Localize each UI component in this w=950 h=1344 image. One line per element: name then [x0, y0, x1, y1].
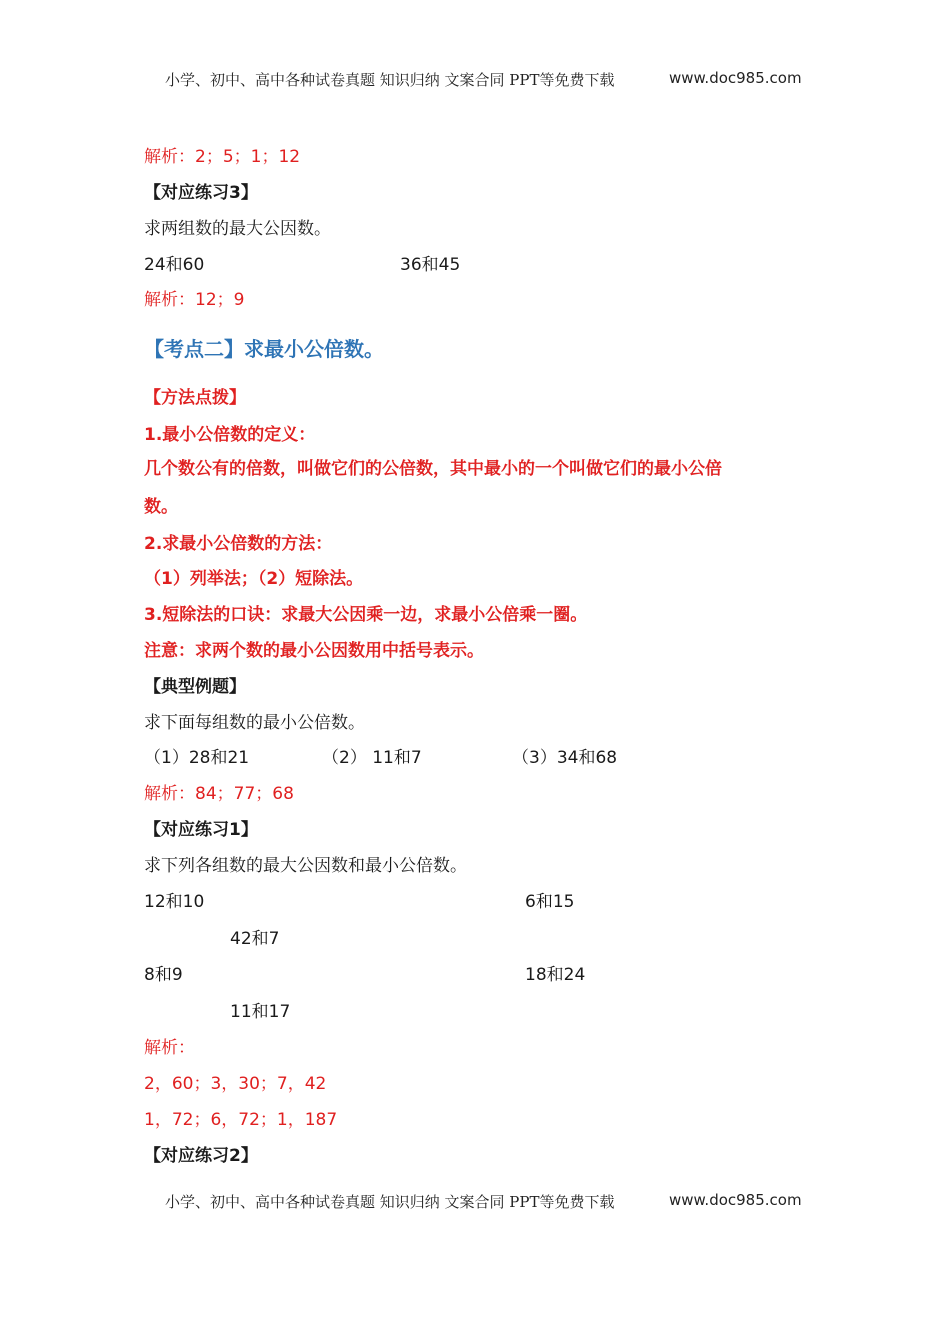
footer-url[interactable]: www.doc985.com	[669, 1191, 802, 1209]
header-url[interactable]: www.doc985.com	[669, 69, 802, 87]
practice1-answer-line1: 2，60；3，30；7，42	[144, 1074, 327, 1094]
practice1-answer-line2: 1，72；6，72；1，187	[144, 1110, 338, 1130]
exercise3-item-b: 36和45	[400, 255, 461, 275]
footer-text: 小学、初中、高中各种试卷真题 知识归纳 文案合同 PPT等免费下载	[165, 1193, 615, 1211]
practice1-title: 【对应练习1】	[144, 820, 258, 840]
example-title: 【典型例题】	[144, 677, 246, 697]
page-footer	[0, 1191, 950, 1215]
practice1-item-e: 18和24	[525, 965, 586, 985]
page-header	[0, 69, 950, 93]
exercise3-question: 求两组数的最大公因数。	[144, 219, 331, 239]
practice1-answer-label: 解析：	[144, 1038, 195, 1058]
method-2: 2.求最小公倍数的方法：	[144, 534, 333, 554]
practice1-question: 求下列各组数的最大公因数和最小公倍数。	[144, 856, 467, 876]
practice1-item-d: 8和9	[144, 965, 183, 985]
method-note: 注意：求两个数的最小公因数用中括号表示。	[144, 641, 484, 661]
example-item-3: （3）34和68	[512, 748, 618, 768]
section2-heading: 【考点二】求最小公倍数。	[144, 337, 384, 361]
example-item-2: （2） 11和7	[322, 748, 422, 768]
method-1: 1.最小公倍数的定义：	[144, 425, 316, 445]
exercise3-item-a: 24和60	[144, 255, 205, 275]
exercise3-title: 【对应练习3】	[144, 183, 258, 203]
example-question: 求下面每组数的最小公倍数。	[144, 713, 365, 733]
header-text: 小学、初中、高中各种试卷真题 知识归纳 文案合同 PPT等免费下载	[165, 71, 615, 89]
exercise3-answer: 解析：12；9	[144, 290, 245, 310]
practice1-item-f: 11和17	[230, 1002, 291, 1022]
method-title: 【方法点拨】	[144, 388, 246, 408]
example-answer: 解析：84；77；68	[144, 784, 294, 804]
practice1-item-b: 6和15	[525, 892, 575, 912]
practice1-item-c: 42和7	[230, 929, 280, 949]
answer-top: 解析：2；5；1；12	[144, 147, 301, 167]
method-1-body-line2: 数。	[144, 497, 178, 517]
method-1-body-line1: 几个数公有的倍数，叫做它们的公倍数，其中最小的一个叫做它们的最小公倍	[144, 459, 722, 479]
method-2-body: （1）列举法；（2）短除法。	[144, 569, 364, 589]
practice1-item-a: 12和10	[144, 892, 205, 912]
example-item-1: （1）28和21	[144, 748, 250, 768]
method-3: 3.短除法的口诀：求最大公因乘一边，求最小公倍乘一圈。	[144, 605, 588, 625]
practice2-title: 【对应练习2】	[144, 1146, 258, 1166]
